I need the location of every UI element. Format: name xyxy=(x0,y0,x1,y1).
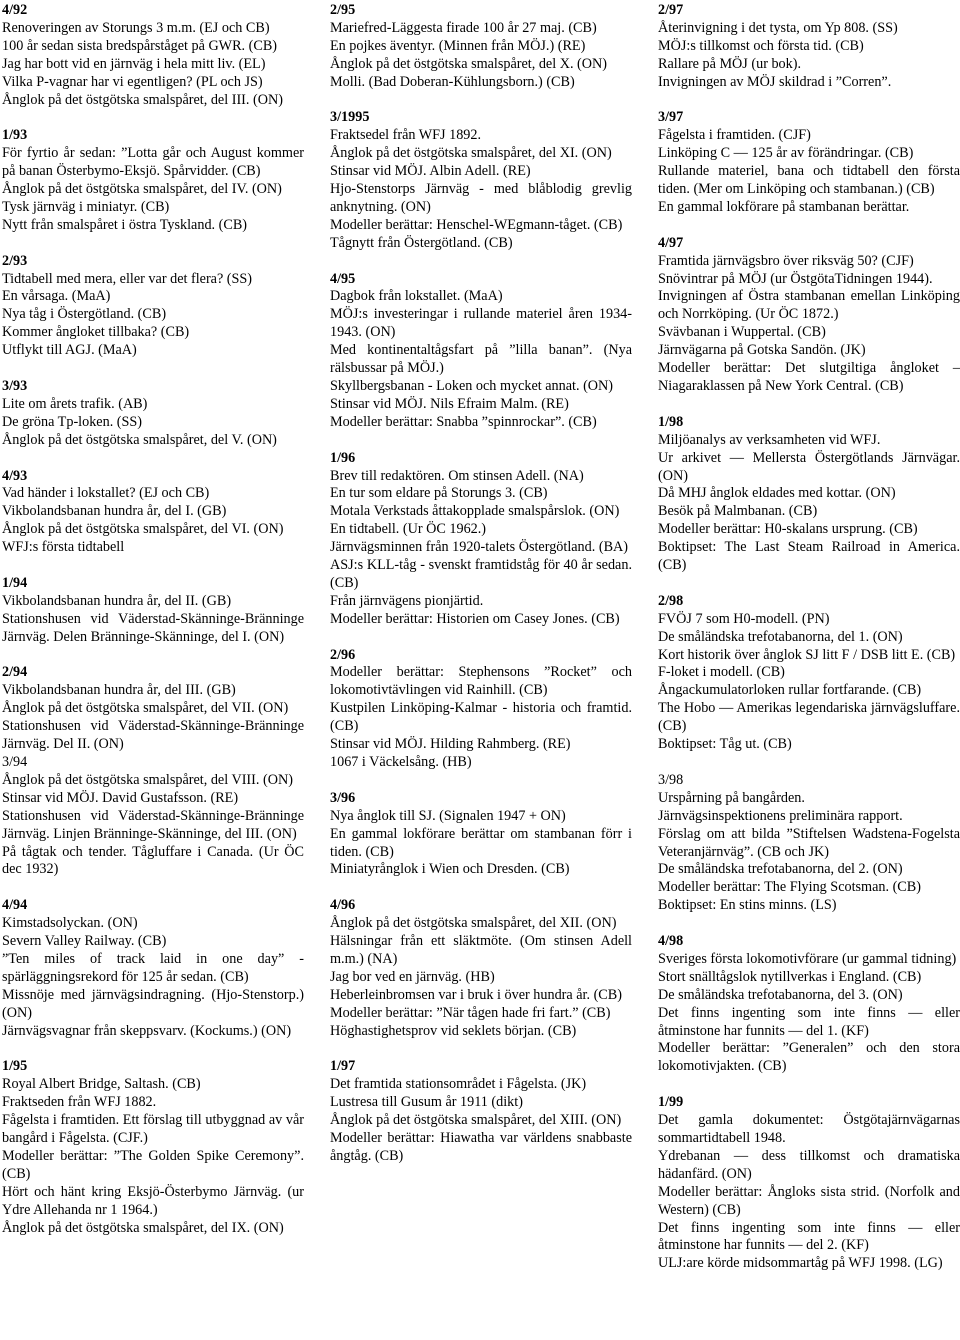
issue-section xyxy=(658,1094,960,1273)
article-entry: Stort snälltågslok nytillverkas i England. (CB) xyxy=(658,968,922,985)
article-entry: Hälsningar från ett släktmöte. (Om stinsen Adell m.m.) (NA) xyxy=(330,933,632,967)
issue-heading: 3/98 xyxy=(658,771,684,788)
article-entry: En gammal lokförare på stambanan berättar. xyxy=(658,198,910,215)
issue-section xyxy=(2,253,304,360)
article-entry: Kustpilen Linköping-Kalmar - historia och framtid. (CB) xyxy=(330,700,632,735)
issue-heading: 2/98 xyxy=(658,592,684,609)
issue-section xyxy=(658,593,960,754)
issue-heading: 4/95 xyxy=(330,270,356,287)
issue-section xyxy=(330,109,632,252)
issue-section xyxy=(2,897,304,1040)
article-entry: Jag bor ved en järnväg. (HB) xyxy=(330,968,495,985)
article-entry: De småländska trefotabanorna, del 1. (ON) xyxy=(658,628,903,645)
article-entry: Järnvägsinspektionens preliminära rapport. xyxy=(658,807,903,824)
article-entry: Brev till redaktören. Om stinsen Adell. (NA) xyxy=(330,467,584,484)
article-entry: Vikbolandsbanan hundra år, del III. (GB) xyxy=(2,682,236,699)
issue-heading: 3/96 xyxy=(330,789,356,806)
article-entry: MÖJ:s investeringar i rullande materiel åren 1934-1943. (ON) xyxy=(330,306,632,341)
article-entry: Fågelsta i framtiden. (CJF) xyxy=(658,127,811,144)
issue-heading: 1/93 xyxy=(2,127,28,144)
article-entry: Kimstadsolyckan. (ON) xyxy=(2,915,138,932)
article-entry: Hört och hänt kring Eksjö-Österbymo Järnväg. (ur Ydre Allehanda nr 1 1964.) xyxy=(2,1183,304,1218)
issue-heading: 1/98 xyxy=(658,413,684,430)
article-entry: Ånglok på det östgötska smalspåret, del X. (ON) xyxy=(330,55,607,72)
issue-section xyxy=(2,1058,304,1237)
article-entry: Järnvägsvagnar från skeppsvarv. (Kockums.) (ON) xyxy=(2,1022,292,1039)
article-entry: Ånglok på det östgötska smalspåret, del XII. (ON) xyxy=(330,915,617,932)
issue-heading: 2/96 xyxy=(330,646,356,663)
issue-heading: 4/93 xyxy=(2,467,28,484)
article-entry: Vikbolandsbanan hundra år, del I. (GB) xyxy=(2,503,227,520)
article-entry: Från järnvägens pionjärtid. xyxy=(330,592,484,609)
issue-section xyxy=(658,772,960,915)
issue-section xyxy=(658,109,960,216)
issue-section xyxy=(330,271,632,432)
issue-heading: 1/97 xyxy=(330,1058,356,1075)
article-entry: Severn Valley Railway. (CB) xyxy=(2,933,167,950)
article-entry: Dagbok från lokstallet. (MaA) xyxy=(330,288,503,305)
article-entry: En tur som eldare på Storungs 3. (CB) xyxy=(330,485,548,502)
article-entry: Royal Albert Bridge, Saltash. (CB) xyxy=(2,1076,201,1093)
article-entry: Ånglok på det östgötska smalspåret, del IX. (ON) xyxy=(2,1219,284,1236)
article-entry: F-loket i modell. (CB) xyxy=(658,664,785,681)
article-entry: Modeller berättar: Det slutgiltiga ångloket – Niagaraklassen på New York Central. (CB) xyxy=(658,360,960,394)
article-entry: Modeller berättar: Snabba ”spinnrockar”. (CB) xyxy=(330,413,597,430)
article-entry: Svävbanan i Wuppertal. (CB) xyxy=(658,324,826,341)
article-entry: Ånglok på det östgötska smalspåret, del VI. (ON) xyxy=(2,521,284,538)
article-entry: Fraktseden från WFJ 1882. xyxy=(2,1094,157,1111)
issue-section xyxy=(2,468,304,558)
issue-heading: 1/99 xyxy=(658,1094,684,1111)
article-entry: Kort historik över ånglok SJ litt F / DSB litt E. (CB) xyxy=(658,646,956,663)
issue-section xyxy=(330,790,632,880)
article-entry: En gammal lokförare berättar om stambanan förr i tiden. (CB) xyxy=(330,825,632,860)
article-entry: Ånglok på det östgötska smalspåret, del IV. (ON) xyxy=(2,181,282,198)
issue-heading: 2/94 xyxy=(2,664,28,681)
issue-heading: 4/97 xyxy=(658,234,684,251)
article-entry: 3/94 xyxy=(2,753,28,770)
article-entry: Ånglok på det östgötska smalspåret, del VIII. (ON) xyxy=(2,771,293,788)
article-entry: Modeller berättar: Historien om Casey Jones. (CB) xyxy=(330,610,620,627)
article-entry: Ångackumulatorloken rullar fortfarande. (CB) xyxy=(658,682,922,699)
article-entry: Modeller berättar: ”När tågen hade fri fart.” (CB) xyxy=(330,1004,611,1021)
article-entry: Modeller berättar: ”Generalen” och den stora lokomotivjakten. (CB) xyxy=(658,1040,960,1075)
article-entry: Stinsar vid MÖJ. David Gustafsson. (RE) xyxy=(2,789,239,806)
article-entry: 100 år sedan sista bredspårståget på GWR. (CB) xyxy=(2,37,278,54)
article-entry: Rallare på MÖJ (ur bok). xyxy=(658,55,802,72)
article-entry: Mariefred-Läggesta firade 100 år 27 maj. (CB) xyxy=(330,19,597,36)
article-entry: Skyllbergsbanan - Loken och mycket annat. (ON) xyxy=(330,378,614,394)
issue-heading: 1/95 xyxy=(2,1058,28,1075)
article-entry: Motala Verkstads åttakopplade smalspårslok. (ON) xyxy=(330,503,620,520)
article-entry: Modeller berättar: The Flying Scotsman. (CB) xyxy=(658,879,921,896)
article-entry: Ånglok på det östgötska smalspåret, del XIII. (ON) xyxy=(330,1112,622,1129)
issue-heading: 4/94 xyxy=(2,897,28,914)
article-entry: Nya tåg i Östergötland. (CB) xyxy=(2,306,167,323)
article-entry: Det finns ingenting som inte finns — eller åtminstone har funnits — del 1. (KF) xyxy=(658,1004,960,1039)
article-entry: Linköping C — 125 år av förändringar. (CB) xyxy=(658,145,914,162)
article-entry: Hjo-Stenstorps Järnväg - med blåblodig grevlig anknytning. (ON) xyxy=(330,181,632,215)
article-entry: Stationshusen vid Väderstad-Skänninge-Bränninge Järnväg. Delen Bränninge-Skänninge, del I. (ON) xyxy=(2,610,304,645)
column-2 xyxy=(330,2,632,1166)
article-entry: Sveriges första lokomotivförare (ur gammal tidning) xyxy=(658,950,957,967)
article-entry: Vikbolandsbanan hundra år, del II. (GB) xyxy=(2,592,232,609)
article-entry: En vårsaga. (MaA) xyxy=(2,288,111,305)
article-entry: Utflykt till AGJ. (MaA) xyxy=(2,342,137,359)
article-entry: Nytt från smalspåret i östra Tyskland. (CB) xyxy=(2,216,248,233)
article-entry: Heberleinbromsen var i bruk i över hundra år. (CB) xyxy=(330,986,622,1003)
article-entry: De gröna Tp-loken. (SS) xyxy=(2,413,143,430)
issue-section xyxy=(2,664,304,879)
issue-heading: 3/97 xyxy=(658,109,684,126)
article-entry: 1067 i Väckelsång. (HB) xyxy=(330,754,472,770)
article-entry: WFJ:s första tidtabell xyxy=(2,539,125,556)
article-entry: Tågnytt från Östergötland. (CB) xyxy=(330,234,513,251)
article-entry: Ånglok på det östgötska smalspåret, del V. (ON) xyxy=(2,431,277,448)
column-3 xyxy=(658,2,960,1273)
issue-heading: 2/95 xyxy=(330,2,356,18)
article-entry: Besök på Malmbanan. (CB) xyxy=(658,503,818,520)
article-entry: Rullande materiel, bana och tidtabell den första tiden. (Mer om Linköping och stambanan.) (CB) xyxy=(658,163,960,198)
issue-heading: 4/92 xyxy=(2,2,28,18)
article-entry: Lite om årets trafik. (AB) xyxy=(2,395,148,412)
article-entry: En pojkes äventyr. (Minnen från MÖJ.) (RE) xyxy=(330,37,586,54)
article-entry: Modeller berättar: ”The Golden Spike Ceremony”. (CB) xyxy=(2,1147,304,1182)
article-entry: Stationshusen vid Väderstad-Skänninge-Bränninge Järnväg. Del II. (ON) xyxy=(2,718,304,753)
article-entry: Missnöje med järnvägsindragning. (Hjo-Stenstorp.) (ON) xyxy=(2,986,304,1021)
article-entry: Vilka P-vagnar har vi egentligen? (PL och JS) xyxy=(2,73,263,90)
article-entry: Stationshusen vid Väderstad-Skänninge-Bränninge Järnväg. Linjen Bränninge-Skänninge, del III. (ON) xyxy=(2,807,304,842)
issue-section xyxy=(2,2,304,109)
article-entry: Invigningen av MÖJ skildrad i ”Corren”. xyxy=(658,73,892,90)
article-entry: På tågtak och tender. Tågluffare i Canada. (Ur ÖC dec 1932) xyxy=(2,843,304,878)
article-entry: Återinvigning i det tysta, om Yp 808. (SS) xyxy=(658,19,898,36)
article-entry: Boktipset: En stins minns. (LS) xyxy=(658,897,837,914)
article-entry: Jag har bott vid en järnväg i hela mitt liv. (EL) xyxy=(2,55,266,72)
article-entry: Invigningen af Östra stambanan emellan Linköping och Norrköping. (Ur ÖC 1872.) xyxy=(658,288,960,323)
issue-heading: 4/98 xyxy=(658,933,684,950)
article-entry: Det gamla dokumentet: Östgötajärnvägarnas sommartidtabell 1948. xyxy=(658,1112,960,1146)
article-entry: MÖJ:s tillkomst och första tid. (CB) xyxy=(658,37,864,54)
article-entry: Det finns ingenting som inte finns — eller åtminstone har funnits — del 2. (KF) xyxy=(658,1219,960,1254)
article-entry: Stinsar vid MÖJ. Nils Efraim Malm. (RE) xyxy=(330,395,569,412)
article-entry: Fågelsta i framtiden. Ett förslag till utbyggnad av vår bangård i Fågelsta. (CJF.) xyxy=(2,1112,304,1146)
issue-section xyxy=(2,127,304,234)
article-entry: FVÖJ 7 som H0-modell. (PN) xyxy=(658,610,830,627)
article-entry: Lustresa till Gusum år 1911 (dikt) xyxy=(330,1094,523,1111)
article-entry: Ånglok på det östgötska smalspåret, del VII. (ON) xyxy=(2,700,289,717)
article-entry: Höghastighetsprov vid seklets början. (CB) xyxy=(330,1022,577,1039)
article-entry: Järnvägsminnen från 1920-talets Östergötland. (BA) xyxy=(330,539,628,556)
article-entry: Molli. (Bad Doberan-Kühlungsborn.) (CB) xyxy=(330,73,575,90)
article-entry: Förslag om att bilda ”Stiftelsen Wadstena-Fogelsta Veteranjärnväg”. (CB och JK) xyxy=(658,825,960,860)
article-entry: De småländska trefotabanorna, del 3. (ON) xyxy=(658,986,903,1003)
article-entry: Järnvägarna på Gotska Sandön. (JK) xyxy=(658,342,866,359)
issue-heading: 2/93 xyxy=(2,252,28,269)
issue-section xyxy=(658,933,960,1076)
issue-heading: 4/96 xyxy=(330,897,356,914)
article-entry: Miljöanalys av verksamheten vid WFJ. xyxy=(658,431,881,448)
article-entry: Modeller berättar: H0-skalans ursprung. (CB) xyxy=(658,521,918,538)
article-entry: ASJ:s KLL-tåg - svenskt framtidståg för 40 år sedan. (CB) xyxy=(330,557,632,591)
article-entry: Kommer ångloket tillbaka? (CB) xyxy=(2,324,190,341)
article-entry: Nya ånglok till SJ. (Signalen 1947 + ON) xyxy=(330,807,566,824)
article-entry: Fraktsedel från WFJ 1892. xyxy=(330,127,482,144)
article-entry: Modeller berättar: Ångloks sista strid. (Norfolk and Western) (CB) xyxy=(658,1183,960,1218)
article-entry: En tidtabell. (Ur ÖC 1962.) xyxy=(330,521,487,538)
article-entry: Tidtabell med mera, eller var det flera? (SS) xyxy=(2,270,253,287)
column-1 xyxy=(2,2,304,1237)
article-entry: För fyrtio år sedan: ”Lotta går och August kommer på banan Österbymo-Eksjö. Spårvidder. (CB) xyxy=(2,145,304,180)
issue-section xyxy=(658,414,960,575)
issue-heading: 1/94 xyxy=(2,574,28,591)
issue-section xyxy=(330,647,632,772)
issue-heading: 3/93 xyxy=(2,377,28,394)
issue-section xyxy=(2,378,304,450)
article-entry: The Hobo — Amerikas legendariska järnvägsluffare. (CB) xyxy=(658,700,960,735)
issue-section xyxy=(658,2,960,92)
article-entry: Ydrebanan — dess tillkomst och dramatiska hädanfärd. (ON) xyxy=(658,1147,960,1182)
article-entry: ”Ten miles of track laid in one day” - spärläggningsrekord för 125 år sedan. (CB) xyxy=(2,950,304,985)
issue-section xyxy=(330,1058,632,1165)
article-entry: De småländska trefotabanorna, del 2. (ON) xyxy=(658,861,903,878)
article-entry: Det framtida stationsområdet i Fågelsta. (JK) xyxy=(330,1076,587,1093)
article-entry: Ur arkivet — Mellersta Östergötlands Järnvägar. (ON) xyxy=(658,449,960,484)
article-entry: Med kontinentaltågsfart på ”lilla banan”. (Nya rälsbussar på MÖJ.) xyxy=(330,342,632,377)
article-entry: Ånglok på det östgötska smalspåret, del III. (ON) xyxy=(2,91,283,108)
issue-heading: 1/96 xyxy=(330,449,356,466)
article-entry: Snövintrar på MÖJ (ur ÖstgötaTidningen 1944). xyxy=(658,270,933,287)
article-entry: Miniatyrånglok i Wien och Dresden. (CB) xyxy=(330,861,570,878)
article-entry: Urspårning på bangården. xyxy=(658,789,805,806)
issue-heading: 2/97 xyxy=(658,2,684,18)
issue-section xyxy=(330,450,632,629)
article-entry: Modeller berättar: Stephensons ”Rocket” och lokomotivtävlingen vid Rainhill. (CB) xyxy=(330,664,632,699)
issue-section xyxy=(330,897,632,1040)
article-entry: Modeller berättar: Henschel-WEgmann-tåget. (CB) xyxy=(330,216,623,233)
article-entry: Renoveringen av Storungs 3 m.m. (EJ och CB) xyxy=(2,19,270,36)
article-entry: Då MHJ ånglok eldades med kottar. (ON) xyxy=(658,485,896,502)
article-entry: Stinsar vid MÖJ. Albin Adell. (RE) xyxy=(330,163,531,180)
article-entry: Framtida järnvägsbro över riksväg 50? (CJF) xyxy=(658,252,914,269)
issue-section xyxy=(330,2,632,92)
article-entry: Stinsar vid MÖJ. Hilding Rahmberg. (RE) xyxy=(330,736,571,753)
article-entry: Boktipset: Tåg ut. (CB) xyxy=(658,736,792,753)
issue-heading: 3/1995 xyxy=(330,109,370,126)
issue-section xyxy=(658,235,960,396)
issue-section xyxy=(2,575,304,647)
article-entry: ULJ:are körde midsommartåg på WFJ 1998. (LG) xyxy=(658,1255,943,1272)
article-entry: Boktipset: The Last Steam Railroad in America. (CB) xyxy=(658,539,960,574)
article-entry: Vad händer i lokstallet? (EJ och CB) xyxy=(2,485,210,502)
article-entry: Ånglok på det östgötska smalspåret, del XI. (ON) xyxy=(330,145,612,162)
article-entry: Modeller berättar: Hiawatha var världens snabbaste ångtåg. (CB) xyxy=(330,1129,632,1164)
article-entry: Tysk järnväg i miniatyr. (CB) xyxy=(2,198,170,215)
